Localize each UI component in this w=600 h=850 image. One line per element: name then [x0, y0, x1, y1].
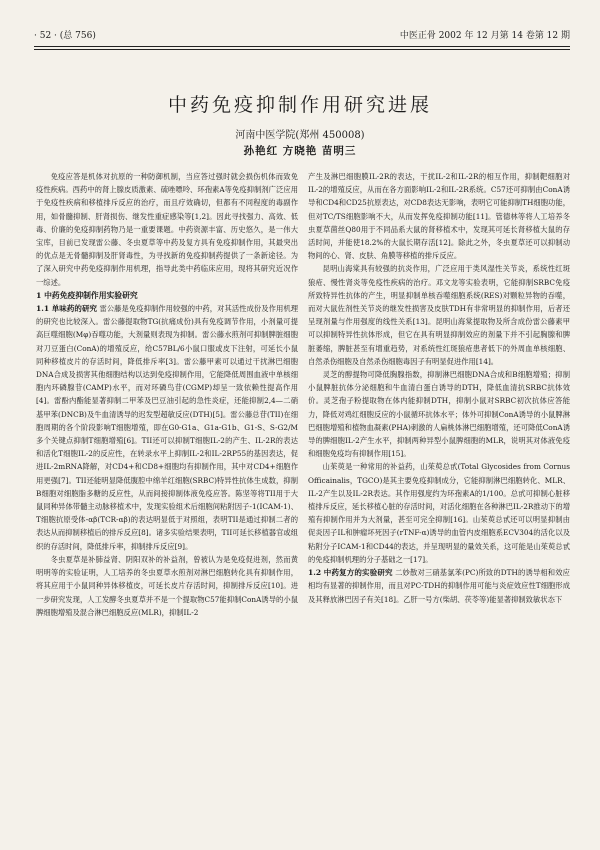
- header-rule: [34, 46, 570, 47]
- paragraph-kunming-begonia: 昆明山海棠具有较强的抗炎作用，广泛应用于类风湿性关节炎，系统性红斑狼疮、慢性肾炎等免疫性疾病的治疗。邓文龙等实验表明，它能抑制SRBC免疫所致特异性抗体的产生，明显抑制单核吞噬细胞系统(RES)对颗粒异物的吞噬，而对大鼠佐剂性关节炎的继发性损害及皮肤TDH有非常明显的抑制作用，后者还呈现剂量与作用强度的线性关系[13]。昆明山海棠提取物及所含成份雷公藤素甲可以抑制特异性抗体形成，但它在具有明显抑制效应的剂量下并不引起胸腺和脾脏萎缩，脾脏甚至有增重趋势，对系统性红斑狼疮患者低下的外周血单核细胞、自然杀伤细胞及自然杀伤细胞毒因子有明显促进作用[14]。: [308, 264, 570, 366]
- page-number-label: · 52 ·: [34, 31, 57, 41]
- paragraph-compound-text: 二妙散对三硝基氯苯(PC)所致的DTH的诱导相和效应相均有显著的抑制作用，而且对PC-TDH的抑制作用可能与炎症效应性T细胞形成及其释放淋巴因子有关[18]。乙肝一号方(柴胡、茯苓等)能显著抑制致敏状态下: [308, 568, 570, 604]
- running-header: [34, 28, 570, 44]
- header-rule-thin: [34, 49, 570, 50]
- section-heading-1: 1 中药免疫抑制作用实验研究: [36, 290, 138, 300]
- authors: 孙艳红 方晓艳 苗明三: [243, 145, 357, 157]
- subsection-heading-1-2: 1.2 中药复方的实验研究: [308, 568, 393, 578]
- subsection-heading-1-1: 1.1 单味药的研究: [36, 304, 98, 314]
- page-total: (总 756): [59, 31, 96, 41]
- page-number: [34, 28, 96, 44]
- paragraph-cordyceps-cont: 产生及淋巴细胞膜IL-2R的表达，干扰IL-2和IL-2R的相互作用，抑制靶细胞对IL-2的增殖反应，从而在各方面影响IL-2和IL-2R系统。C57还可抑制由ConA诱导和CD4和CD25抗原表达，对CD8表达无影响，表明它可能抑制TH细胞功能，但对TC/TS细胞影响不大，从而发挥免疫抑制功能[11]。管德林等将人工培养冬虫夏草菌丝Q80用于不同品系大鼠的肾移植术中，发现其可延长肾移植大鼠的存活时间，并能使18.2%的大鼠长期存活[12]。除此之外，冬虫夏草还可以抑制动物间的心、肾、皮肤、角膜等移植的排斥反应。: [308, 172, 570, 261]
- intro-paragraph: 免疫应答是机体对抗原的一种防御机制，当应答过强时就会损伤机体而致免疫性疾病。西药中的肾上腺皮质激素、硫唑嘌呤、环孢素A等免疫抑制剂广泛应用于免疫性疾病和移植排斥反应的治疗，而且疗效确切，但都有不同程度的毒副作用，如骨髓抑制、肝肾损伤、继发性重症感染等[1,2]。因此寻找强力、高效、低毒、价廉的免疫抑制药物乃是一重要课题。中药资源丰富、历史悠久，是一伟大宝库，目前已发现雷公藤、冬虫夏草等中药及复方具有免疫抑制作用，其最突出的优点是无骨髓抑制及肝肾毒性，为寻找新的免疫抑制药提供了一条新途径。为了深入研究中药免疫抑制作用机理，指导此类中药临床应用，现将其研究近况作一综述。: [36, 172, 298, 287]
- paragraph-cordyceps: 冬虫夏草是补肺益肾、阴阳双补的补益剂，曾被认为是免疫促进剂，然而黄明明等的实验证明，人工培养的冬虫夏草水煎剂对淋巴细胞转化具有抑制作用，将其应用于小鼠同种异体移植皮，可延长皮片存活时间，抑制排斥反应[10]。进一步研究发现，人工发酵冬虫夏草并不是一个提取物C57能抑制ConA诱导的小鼠脾细胞增殖及混合淋巴细胞反应(MLR)，抑制IL-2: [36, 554, 298, 617]
- right-column: [308, 170, 570, 832]
- left-column: [36, 170, 298, 832]
- paragraph-ganoderma: 灵芝的醇提物可降低胸腺指数，抑制淋巴细胞DNA合成和B细胞增殖；抑制小鼠脾脏抗体分泌细胞和牛血清白蛋白诱导的DTH，降低血清抗SRBC抗体效价。灵芝孢子粉提取物在体内能抑制DTH，抑制小鼠对SRBC初次抗体应答能力，降低对鸡红细胞反应的小鼠循环抗体水平；体外可抑制ConA诱导的小鼠脾淋巴细胞增殖和植物血凝素(PHA)刺激的人扁桃体淋巴细胞增殖，还可降低ConA诱导的脾细胞IL-2产生水平，抑制两种异型小鼠脾细胞的MLR，说明其对体液免疫和细胞免疫均有抑制作用[15]。: [308, 370, 570, 459]
- paragraph-tripterygium-text: 雷公藤是免疫抑制作用较强的中药，对其活性成份及作用机理的研究也比较深入。雷公藤提取物TG(抗痛成份)具有免疫调节作用，小剂量可提高巨噬细胞(Mφ)吞噬功能，大剂量则表现为抑制。雷公藤水煎剂可抑制脾脏细胞对刀豆蛋白(ConA)的增殖反应，给C57BL/6小鼠口服或皮下注射，可延长小鼠同种移植皮片的存活时间，降低排斥率[3]。雷公藤甲素可以通过干扰淋巴细胞DNA合成及损害其他细胞结构以达到免疫抑制作用，它能降低周围血液中单核细胞内环磷腺苷(CAMP)水平，而对环磷鸟苷(CGMP)却呈一致依赖性提高作用[4]。雷酚内酯能显著抑制二甲苯及巴豆油引起的急性炎症，还能抑制2,4—二硝基甲苯(DNCB)及牛血清诱导的迟发型超敏反应(DTH)[5]。雷公藤总苷(TII)在细胞周期的各个阶段影响T细胞增殖，即在G0-G1a、G1a-G1b、G1-S、S-G2/M多个关键点抑制T细胞增殖[6]。TII还可以抑制T细胞IL-2的产生、IL-2R的表达和活化T细胞IL-2的反应性，在转录水平上抑制IL-2和IL-2RP55的基因表达，促进IL-2mRNA降解，对CD4+和CD8+细胞均有抑制作用，其中对CD4+细胞作用更强[7]。TII还能明显降低腹腔中绵羊红细胞(SRBC)特异性抗体生成数，抑制B细胞对细胞脂多糖的反应性，从而间接抑制体液免疫应答。陈坚等将TII用于大鼠同种异体带髓主动脉移植术中，发现实验组术后细胞间粘附因子-1(ICAM-1)、T细胞抗原受体-αβ(TCR-αβ)的表达明显低于对照组，表明TII是通过抑制二者的表达从而抑制移植后的排斥反应[8]。诸多实验结果表明，TII可延长移植器官或组织的存活时间，降低排斥率，抑制排斥反应[9]。: [36, 304, 298, 551]
- article-title: 中药免疫抑制作用研究进展: [167, 94, 432, 116]
- journal-citation: 中医正骨 2002 年 12 月第 14 卷第 12 期: [399, 31, 570, 41]
- affiliation: 河南中医学院(郑州 450008): [235, 130, 365, 141]
- paragraph-cornus: 山茱萸是一种常用的补益药，山茱萸总甙(Total Glycosides from Cornus Officainalis，TGCO)是其主要免疫抑制成分，它能抑制淋巴细胞转化、MLR、IL-2产生以及IL-2R表达。其作用强度约为环孢素A的1/100。总甙可抑制心脏移植排斥反应，延长移植心脏的存活时间，对活化细胞在各种淋巴IL-2R推动下的增殖有抑制作用并为大剂量，甚至可完全抑制[16]。山茱萸总甙还可以明显抑制由促炎因子IL和肿瘤坏死因子(rTNF-α)诱导的血管内皮细胞系ECV304的活化以及粘附分子ICAM-1和CD44的表达，并呈现明显的量效关系，这可能是山茱萸总甙的免疫抑制机理的分子基础之一[17]。: [308, 462, 570, 564]
